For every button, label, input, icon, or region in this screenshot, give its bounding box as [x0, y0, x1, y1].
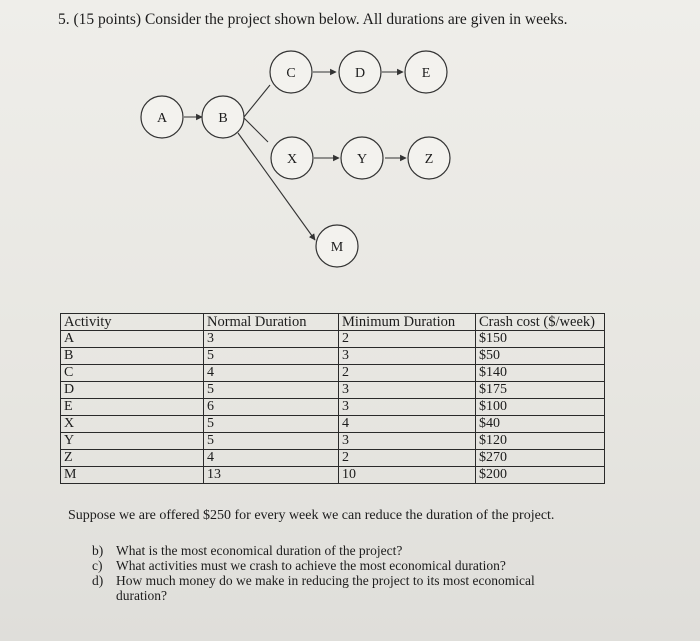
cell-activity: X [61, 416, 204, 433]
cell-minimum-duration: 4 [339, 416, 476, 433]
table-row [61, 348, 605, 365]
cell-activity: Y [61, 433, 204, 450]
header-activity: Activity [61, 314, 204, 331]
header-normal-duration: Normal Duration [204, 314, 339, 331]
node-label-e: E [421, 66, 431, 81]
cell-normal-duration: 13 [204, 467, 339, 484]
question-list [92, 543, 586, 603]
problem-statement: Suppose we are offered $250 for every week we can reduce the duration of the project. [68, 508, 555, 523]
edge-b-x [244, 118, 268, 142]
cell-crash-cost: $175 [476, 382, 605, 399]
cell-activity: M [61, 467, 204, 484]
cell-activity: B [61, 348, 204, 365]
question-item [92, 558, 586, 573]
cell-normal-duration: 5 [204, 382, 339, 399]
cell-activity: D [61, 382, 204, 399]
cell-crash-cost: $200 [476, 467, 605, 484]
header-minimum-duration: Minimum Duration [339, 314, 476, 331]
question-tag: c) [92, 558, 103, 573]
question-tag: b) [92, 543, 104, 558]
table-header-row [61, 314, 605, 331]
cell-crash-cost: $270 [476, 450, 605, 467]
node-label-y: Y [356, 152, 368, 167]
cell-minimum-duration: 2 [339, 365, 476, 382]
question-item [92, 543, 586, 558]
node-label-a: A [156, 111, 168, 126]
cell-minimum-duration: 3 [339, 399, 476, 416]
node-label-c: C [286, 66, 296, 81]
table-row [61, 416, 605, 433]
cell-normal-duration: 4 [204, 450, 339, 467]
table-row [61, 331, 605, 348]
table-row [61, 467, 605, 484]
cell-minimum-duration: 3 [339, 348, 476, 365]
cell-normal-duration: 5 [204, 433, 339, 450]
cell-normal-duration: 5 [204, 416, 339, 433]
table-row [61, 399, 605, 416]
table-row [61, 433, 605, 450]
cell-minimum-duration: 3 [339, 382, 476, 399]
question-text: How much money do we make in reducing the project to its most economical duration? [116, 573, 535, 603]
node-label-b: B [218, 111, 228, 126]
table-row [61, 382, 605, 399]
cell-crash-cost: $40 [476, 416, 605, 433]
cell-crash-cost: $140 [476, 365, 605, 382]
cell-activity: Z [61, 450, 204, 467]
cell-crash-cost: $150 [476, 331, 605, 348]
cell-normal-duration: 3 [204, 331, 339, 348]
question-text: What activities must we crash to achieve the most economical duration? [116, 558, 506, 573]
activity-table [60, 313, 605, 484]
table-row [61, 365, 605, 382]
cell-minimum-duration: 2 [339, 450, 476, 467]
node-label-x: X [286, 152, 298, 167]
header-crash-cost: Crash cost ($/week) [476, 314, 605, 331]
cell-normal-duration: 6 [204, 399, 339, 416]
cell-minimum-duration: 3 [339, 433, 476, 450]
project-network-diagram [0, 0, 700, 300]
cell-minimum-duration: 10 [339, 467, 476, 484]
cell-crash-cost: $50 [476, 348, 605, 365]
question-tag: d) [92, 573, 104, 588]
cell-normal-duration: 4 [204, 365, 339, 382]
cell-activity: E [61, 399, 204, 416]
question-item [92, 573, 586, 603]
table-row [61, 450, 605, 467]
cell-minimum-duration: 2 [339, 331, 476, 348]
cell-crash-cost: $100 [476, 399, 605, 416]
node-label-d: D [354, 66, 366, 81]
cell-normal-duration: 5 [204, 348, 339, 365]
node-label-z: Z [424, 152, 434, 167]
cell-activity: A [61, 331, 204, 348]
edge-b-c [244, 85, 270, 117]
node-label-m: M [330, 240, 344, 255]
cell-activity: C [61, 365, 204, 382]
cell-crash-cost: $120 [476, 433, 605, 450]
problem-header: 5. (15 points) Consider the project shown below. All durations are given in weeks. [58, 11, 568, 28]
question-text: What is the most economical duration of the project? [116, 543, 403, 558]
